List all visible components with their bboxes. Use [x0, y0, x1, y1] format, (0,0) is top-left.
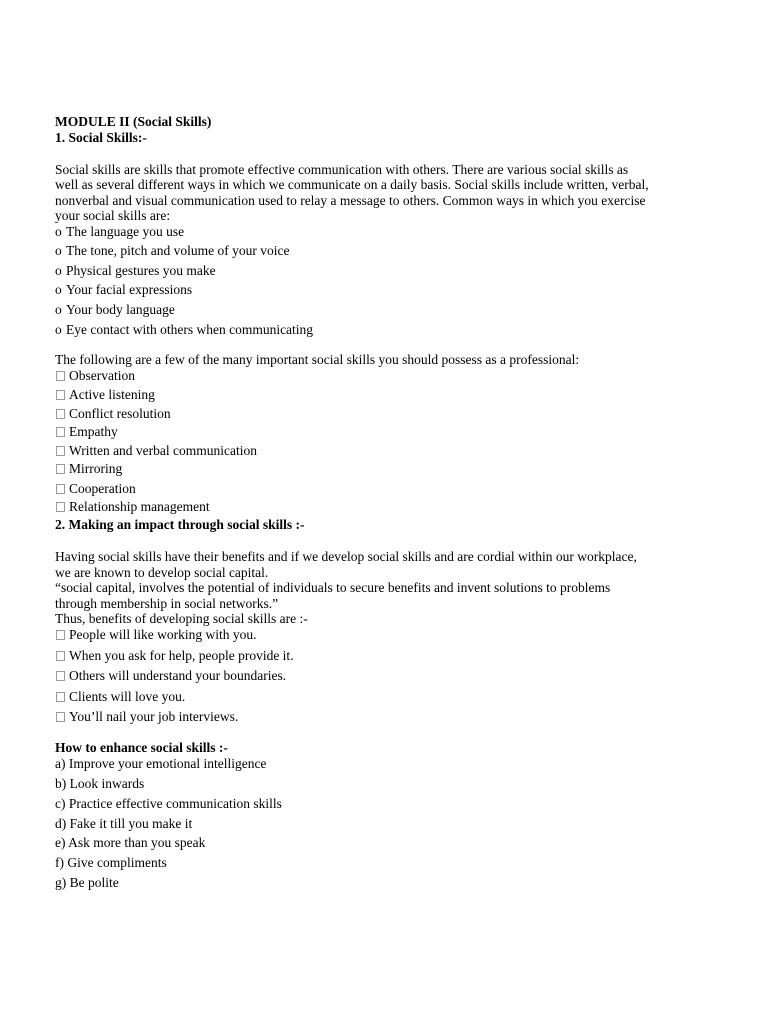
list-item-text: Written and verbal communication	[69, 443, 258, 458]
list-item	[55, 263, 216, 279]
list-item-text: When you ask for help, people provide it.	[69, 648, 294, 663]
list-item	[55, 627, 256, 643]
list-item	[55, 282, 192, 298]
section1-heading: 1. Social Skills:-	[55, 130, 147, 145]
list-item	[55, 648, 294, 664]
checkbox-glyph-icon	[56, 671, 65, 681]
list-item: e) Ask more than you speak	[55, 835, 206, 850]
list-item-text: Cooperation	[69, 481, 136, 496]
section2-paragraph-line: Thus, benefits of developing social skills are :-	[55, 611, 308, 626]
list-item: c) Practice effective communication skills	[55, 796, 282, 811]
list-item	[55, 224, 184, 240]
list-item: g) Be polite	[55, 875, 119, 890]
section2-paragraph-line: Having social skills have their benefits and if we develop social skills and are cordial within our workplace,	[55, 549, 637, 564]
list-item	[55, 424, 118, 440]
list-item-text: Empathy	[69, 424, 118, 439]
bullet-o: o	[55, 243, 62, 258]
checkbox-glyph-icon	[56, 371, 65, 381]
bullet-o: o	[55, 263, 62, 278]
list-item-text: People will like working with you.	[69, 627, 257, 642]
list-item-text: Active listening	[69, 387, 155, 402]
checkbox-glyph-icon	[56, 692, 65, 702]
checkbox-glyph-icon	[56, 712, 65, 722]
list-item-text: Observation	[69, 368, 135, 383]
list-item-text: Your facial expressions	[66, 282, 193, 297]
list-item-text: Physical gestures you make	[66, 263, 216, 278]
checkbox-glyph-icon	[56, 427, 65, 437]
checkbox-glyph-icon	[56, 464, 65, 474]
list-item	[55, 709, 238, 725]
list-item-text: Mirroring	[69, 461, 123, 476]
bullet-o: o	[55, 224, 62, 239]
list-item	[55, 322, 313, 338]
checkbox-glyph-icon	[56, 502, 65, 512]
list-item	[55, 668, 286, 684]
section1-paragraph-line: well as several different ways in which we communicate on a daily basis. Social skills include written, verbal,	[55, 177, 649, 192]
checkbox-glyph-icon	[56, 630, 65, 640]
list-item: d) Fake it till you make it	[55, 816, 193, 831]
list-item	[55, 302, 175, 318]
list-item	[55, 443, 257, 459]
section2-paragraph-line: through membership in social networks.”	[55, 596, 279, 611]
list-item	[55, 461, 122, 477]
section2-heading: 2. Making an impact through social skills :-	[55, 517, 305, 532]
list-item-text: Your body language	[66, 302, 175, 317]
list-item: a) Improve your emotional intelligence	[55, 756, 267, 771]
list-item-text: The tone, pitch and volume of your voice	[66, 243, 290, 258]
bullet-o: o	[55, 282, 62, 297]
bullet-o: o	[55, 322, 62, 337]
section1-paragraph-line: Social skills are skills that promote effective communication with others. There are various social skills as	[55, 162, 629, 177]
module-title: MODULE II (Social Skills)	[55, 114, 212, 129]
section1-paragraph-line: nonverbal and visual communication used to relay a message to others. Common ways in which you exercise	[55, 193, 646, 208]
section2-paragraph-line: “social capital, involves the potential of individuals to secure benefits and invent solutions to problems	[55, 580, 611, 595]
checkbox-glyph-icon	[56, 409, 65, 419]
list-item	[55, 406, 171, 422]
list-item-text: You’ll nail your job interviews.	[69, 709, 239, 724]
checkbox-glyph-icon	[56, 390, 65, 400]
section2-paragraph-line: we are known to develop social capital.	[55, 565, 269, 580]
list-item-text: Relationship management	[69, 499, 210, 514]
list-item	[55, 368, 135, 384]
section1-paragraph-line: your social skills are:	[55, 208, 171, 223]
skills-intro: The following are a few of the many important social skills you should possess as a professional:	[55, 352, 580, 367]
list-item	[55, 387, 155, 403]
checkbox-glyph-icon	[56, 484, 65, 494]
list-item	[55, 689, 185, 705]
checkbox-glyph-icon	[56, 446, 65, 456]
list-item	[55, 481, 136, 497]
list-item-text: Clients will love you.	[69, 689, 186, 704]
list-item	[55, 243, 289, 259]
list-item: b) Look inwards	[55, 776, 145, 791]
checkbox-glyph-icon	[56, 651, 65, 661]
list-item-text: Eye contact with others when communicating	[66, 322, 314, 337]
list-item-text: The language you use	[66, 224, 185, 239]
bullet-o: o	[55, 302, 62, 317]
list-item-text: Others will understand your boundaries.	[69, 668, 287, 683]
list-item	[55, 499, 210, 515]
list-item-text: Conflict resolution	[69, 406, 171, 421]
document-page	[55, 0, 715, 1024]
section3-heading: How to enhance social skills :-	[55, 740, 228, 755]
list-item: f) Give compliments	[55, 855, 167, 870]
